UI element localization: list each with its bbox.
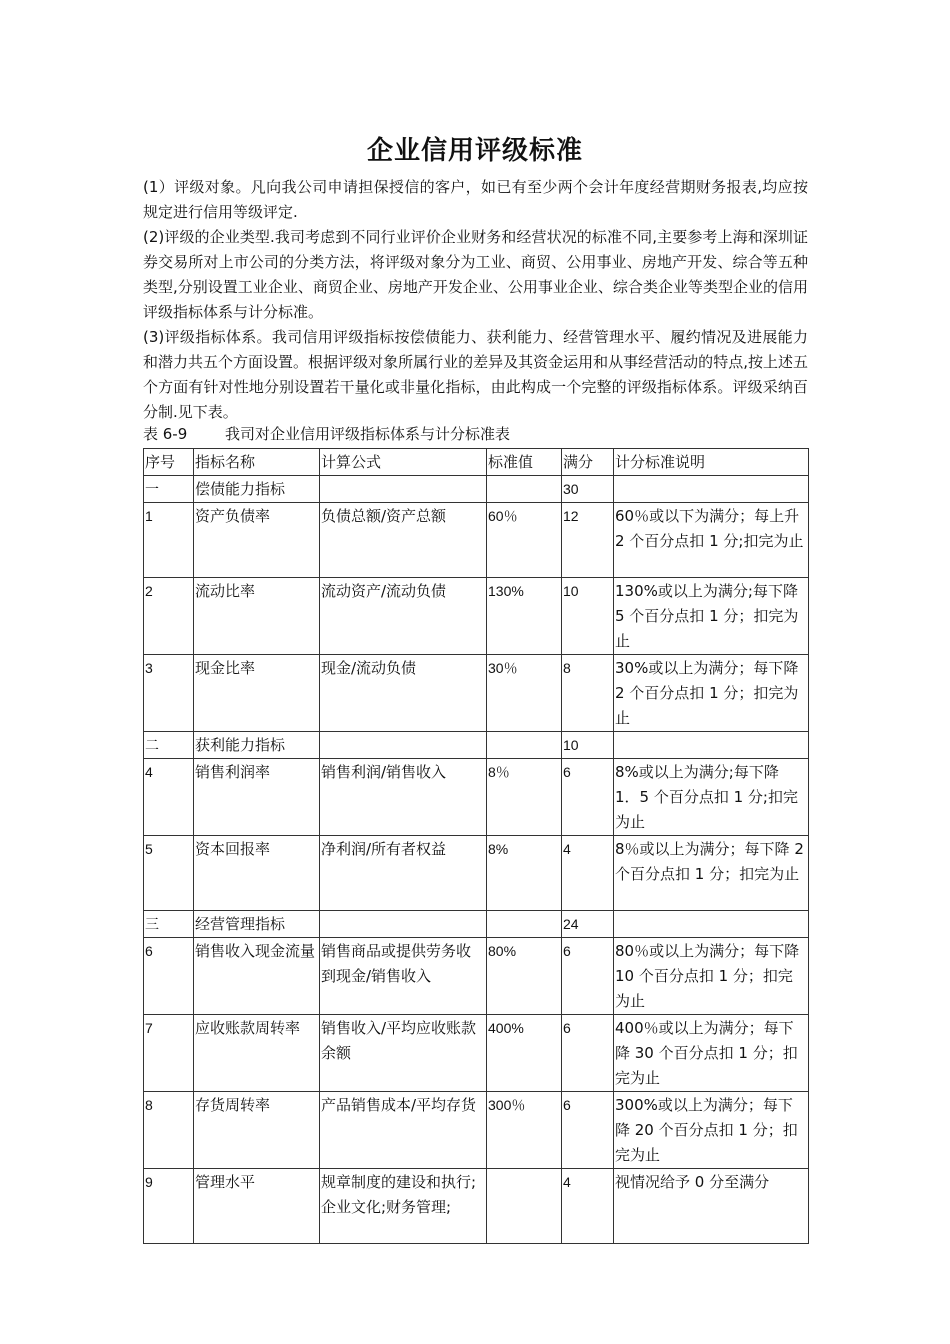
- cell-standard-value: 130%: [487, 578, 562, 655]
- table-row: [144, 911, 809, 938]
- cell-formula: 现金/流动负债: [320, 655, 487, 732]
- cell-formula: [320, 732, 487, 759]
- cell-full-score: 8: [562, 655, 614, 732]
- header-standard-value: 标准值: [487, 449, 562, 476]
- cell-scoring-rule: 8％或以上为满分；每下降 2 个百分点扣 1 分；扣完为止: [614, 836, 809, 911]
- table-row: [144, 1169, 809, 1244]
- cell-formula: 净利润/所有者权益: [320, 836, 487, 911]
- cell-formula: [320, 476, 487, 503]
- cell-index: 6: [144, 938, 194, 1015]
- paragraph-evaluation-object: (1）评级对象。凡向我公司申请担保授信的客户，如已有至少两个会计年度经营期财务报表,均应按规定进行信用等级评定.: [143, 178, 808, 221]
- cell-index: 三: [144, 911, 194, 938]
- cell-indicator-name: 流动比率: [194, 578, 320, 655]
- cell-indicator-name: 经营管理指标: [194, 911, 320, 938]
- cell-index: 4: [144, 759, 194, 836]
- cell-standard-value: [487, 911, 562, 938]
- cell-standard-value: 8%: [487, 836, 562, 911]
- cell-scoring-rule: 130%或以上为满分;每下降 5 个百分点扣 1 分；扣完为止: [614, 578, 809, 655]
- cell-formula: 规章制度的建设和执行;企业文化;财务管理;: [320, 1169, 487, 1244]
- cell-index: 1: [144, 503, 194, 578]
- header-formula: 计算公式: [320, 449, 487, 476]
- cell-scoring-rule: [614, 476, 809, 503]
- cell-standard-value: [487, 476, 562, 503]
- cell-full-score: 10: [562, 578, 614, 655]
- table-caption: [143, 423, 808, 445]
- cell-scoring-rule: [614, 732, 809, 759]
- cell-standard-value: [487, 1169, 562, 1244]
- document-title: 企业信用评级标准: [366, 136, 583, 166]
- cell-scoring-rule: 400％或以上为满分；每下降 30 个百分点扣 1 分；扣完为止: [614, 1015, 809, 1092]
- cell-indicator-name: 销售利润率: [194, 759, 320, 836]
- rating-table-body: [144, 449, 809, 1244]
- cell-index: 一: [144, 476, 194, 503]
- cell-scoring-rule: 60％或以下为满分；每上升 2 个百分点扣 1 分;扣完为止: [614, 503, 809, 578]
- cell-full-score: 24: [562, 911, 614, 938]
- cell-full-score: 6: [562, 759, 614, 836]
- cell-scoring-rule: [614, 911, 809, 938]
- cell-indicator-name: 获利能力指标: [194, 732, 320, 759]
- cell-index: 9: [144, 1169, 194, 1244]
- cell-indicator-name: 现金比率: [194, 655, 320, 732]
- table-row: [144, 1092, 809, 1169]
- cell-index: 二: [144, 732, 194, 759]
- cell-formula: 销售利润/销售收入: [320, 759, 487, 836]
- header-indicator-name: 指标名称: [194, 449, 320, 476]
- paragraph-enterprise-types: (2)评级的企业类型.我司考虑到不同行业评价企业财务和经营状况的标准不同,主要参考上海和深圳证券交易所对上市公司的分类方法，将评级对象分为工业、商贸、公用事业、房地产开发、综合等五种类型,分别设置工业企业、商贸企业、房地产开发企业、公用事业企业、综合类企业等类型企业的信用评级指标体系与计分标准。: [143, 228, 808, 321]
- cell-index: 3: [144, 655, 194, 732]
- cell-standard-value: 80%: [487, 938, 562, 1015]
- body-text: [143, 175, 808, 425]
- cell-scoring-rule: 视情况给予 0 分至满分: [614, 1169, 809, 1244]
- cell-standard-value: 60％: [487, 503, 562, 578]
- cell-full-score: 6: [562, 1092, 614, 1169]
- table-row: [144, 476, 809, 503]
- cell-formula: 产品销售成本/平均存货: [320, 1092, 487, 1169]
- table-row: [144, 938, 809, 1015]
- table-row: [144, 759, 809, 836]
- table-row: [144, 578, 809, 655]
- rating-table: [143, 448, 809, 1244]
- cell-full-score: 4: [562, 836, 614, 911]
- cell-full-score: 30: [562, 476, 614, 503]
- table-header-row: [144, 449, 809, 476]
- cell-standard-value: 300％: [487, 1092, 562, 1169]
- cell-formula: 负债总额/资产总额: [320, 503, 487, 578]
- cell-scoring-rule: 80％或以上为满分；每下降 10 个百分点扣 1 分；扣完为止: [614, 938, 809, 1015]
- cell-full-score: 12: [562, 503, 614, 578]
- cell-index: 7: [144, 1015, 194, 1092]
- cell-formula: 销售收入/平均应收账款余额: [320, 1015, 487, 1092]
- cell-formula: 销售商品或提供劳务收到现金/销售收入: [320, 938, 487, 1015]
- table-row: [144, 1015, 809, 1092]
- table-row: [144, 836, 809, 911]
- cell-indicator-name: 销售收入现金流量: [194, 938, 320, 1015]
- cell-scoring-rule: 8%或以上为满分;每下降 1．5 个百分点扣 1 分;扣完为止: [614, 759, 809, 836]
- cell-index: 5: [144, 836, 194, 911]
- cell-full-score: 4: [562, 1169, 614, 1244]
- table-caption-text: 我司对企业信用评级指标体系与计分标准表: [225, 425, 511, 443]
- header-scoring-rule: 计分标准说明: [614, 449, 809, 476]
- paragraph-indicator-system: (3)评级指标体系。我司信用评级指标按偿债能力、获利能力、经营管理水平、履约情况及进展能力和潜力共五个方面设置。根据评级对象所属行业的差异及其资金运用和从事经营活动的特点,按上述五个方面有针对性地分别设置若干量化或非量化指标，由此构成一个完整的评级指标体系。评级采纳百分制.见下表。: [143, 328, 808, 421]
- cell-full-score: 6: [562, 938, 614, 1015]
- cell-standard-value: 8％: [487, 759, 562, 836]
- table-row: [144, 503, 809, 578]
- table-row: [144, 732, 809, 759]
- cell-indicator-name: 应收账款周转率: [194, 1015, 320, 1092]
- cell-index: 2: [144, 578, 194, 655]
- table-caption-number: 表 6-9: [143, 425, 188, 443]
- cell-indicator-name: 偿债能力指标: [194, 476, 320, 503]
- cell-formula: [320, 911, 487, 938]
- cell-formula: 流动资产/流动负债: [320, 578, 487, 655]
- cell-full-score: 6: [562, 1015, 614, 1092]
- cell-standard-value: 30％: [487, 655, 562, 732]
- cell-indicator-name: 资产负债率: [194, 503, 320, 578]
- cell-indicator-name: 资本回报率: [194, 836, 320, 911]
- header-index: 序号: [144, 449, 194, 476]
- header-full-score: 满分: [562, 449, 614, 476]
- cell-indicator-name: 存货周转率: [194, 1092, 320, 1169]
- cell-indicator-name: 管理水平: [194, 1169, 320, 1244]
- cell-standard-value: [487, 732, 562, 759]
- cell-standard-value: 400%: [487, 1015, 562, 1092]
- cell-scoring-rule: 300%或以上为满分；每下降 20 个百分点扣 1 分；扣完为止: [614, 1092, 809, 1169]
- table-row: [144, 655, 809, 732]
- cell-index: 8: [144, 1092, 194, 1169]
- cell-full-score: 10: [562, 732, 614, 759]
- cell-scoring-rule: 30%或以上为满分；每下降 2 个百分点扣 1 分；扣完为止: [614, 655, 809, 732]
